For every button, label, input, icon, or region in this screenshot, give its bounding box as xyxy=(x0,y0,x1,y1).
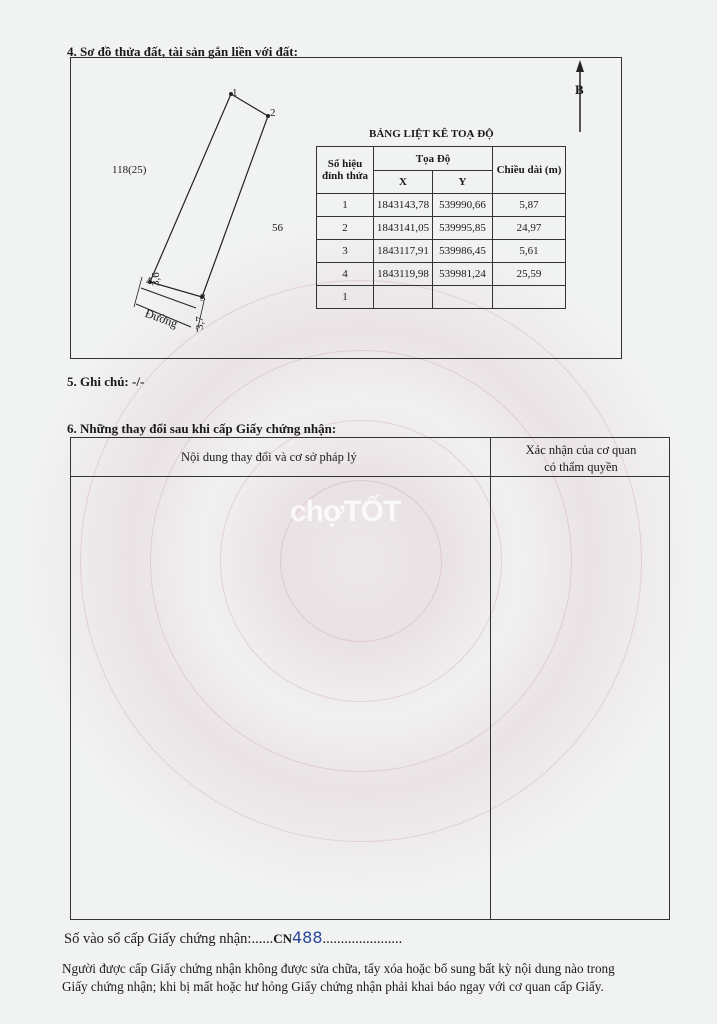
coords-table-title: BẢNG LIỆT KÊ TOẠ ĐỘ xyxy=(369,128,494,140)
changes-col-confirm: Xác nhận của cơ quan có thẩm quyền xyxy=(525,443,637,474)
col-header: Tọa Độ xyxy=(374,147,493,171)
registry-number-line xyxy=(64,928,402,948)
section-6-title: 6. Những thay đổi sau khi cấp Giấy chứng nhận: xyxy=(67,421,337,436)
table-row: 3 1843117,91 539986,45 5,61 xyxy=(317,240,566,263)
road-edge-line xyxy=(141,288,196,308)
col-header: Y xyxy=(433,171,493,194)
vertex-label: 4 xyxy=(146,275,152,287)
changes-col-content: Nội dung thay đổi và cơ sở pháp lý xyxy=(181,450,357,464)
table-row: 1 1843143,78 539990,66 5,87 xyxy=(317,194,566,217)
registry-label: Số vào sổ cấp Giấy chứng nhận: xyxy=(64,931,252,947)
road-width-label: 3,6 xyxy=(150,272,162,286)
registry-dots: ...... xyxy=(251,931,274,947)
col-header: Chiều dài (m) xyxy=(493,147,566,194)
coords-table xyxy=(316,146,566,309)
vertex-label: 3 xyxy=(200,292,206,304)
table-row: 2 1843141,05 539995,85 24,97 xyxy=(317,217,566,240)
notice-text: Người được cấp Giấy chứng nhận không được sửa chữa, tẩy xóa hoặc bổ sung bất kỳ nội dung nào trong Giấy chứng nhận; khi bị mất hoặc hư hỏng Giấy chứng nhận phải khai báo ngay với cơ quan cấp Giấy. xyxy=(62,961,615,994)
section-4-title: 4. Sơ đồ thửa đất, tài sản gắn liền với đất: xyxy=(67,44,298,59)
col-header: X xyxy=(374,171,433,194)
col-header: Số hiệu đỉnh thửa xyxy=(317,147,374,194)
registry-dots: ...................... xyxy=(322,931,403,947)
registry-number: 488 xyxy=(292,928,323,947)
road-width-label: 3,7 xyxy=(194,316,206,330)
table-row: 1 xyxy=(317,286,566,309)
site-watermark: chợTỐT xyxy=(290,495,401,528)
neighbor-parcel-label: 56 xyxy=(272,222,283,234)
registry-prefix: CN xyxy=(273,931,292,946)
dimension-line xyxy=(134,277,142,307)
neighbor-parcel-label: 118(25) xyxy=(112,164,147,176)
north-label: B xyxy=(575,82,584,97)
parcel-outline xyxy=(150,94,268,297)
road-label: Đường xyxy=(143,306,180,331)
vertex-label: 2 xyxy=(270,107,276,119)
vertex-label: 1 xyxy=(232,87,238,99)
table-row: 4 1843119,98 539981,24 25,59 xyxy=(317,263,566,286)
section-5-title: 5. Ghi chú: -/- xyxy=(67,374,145,389)
